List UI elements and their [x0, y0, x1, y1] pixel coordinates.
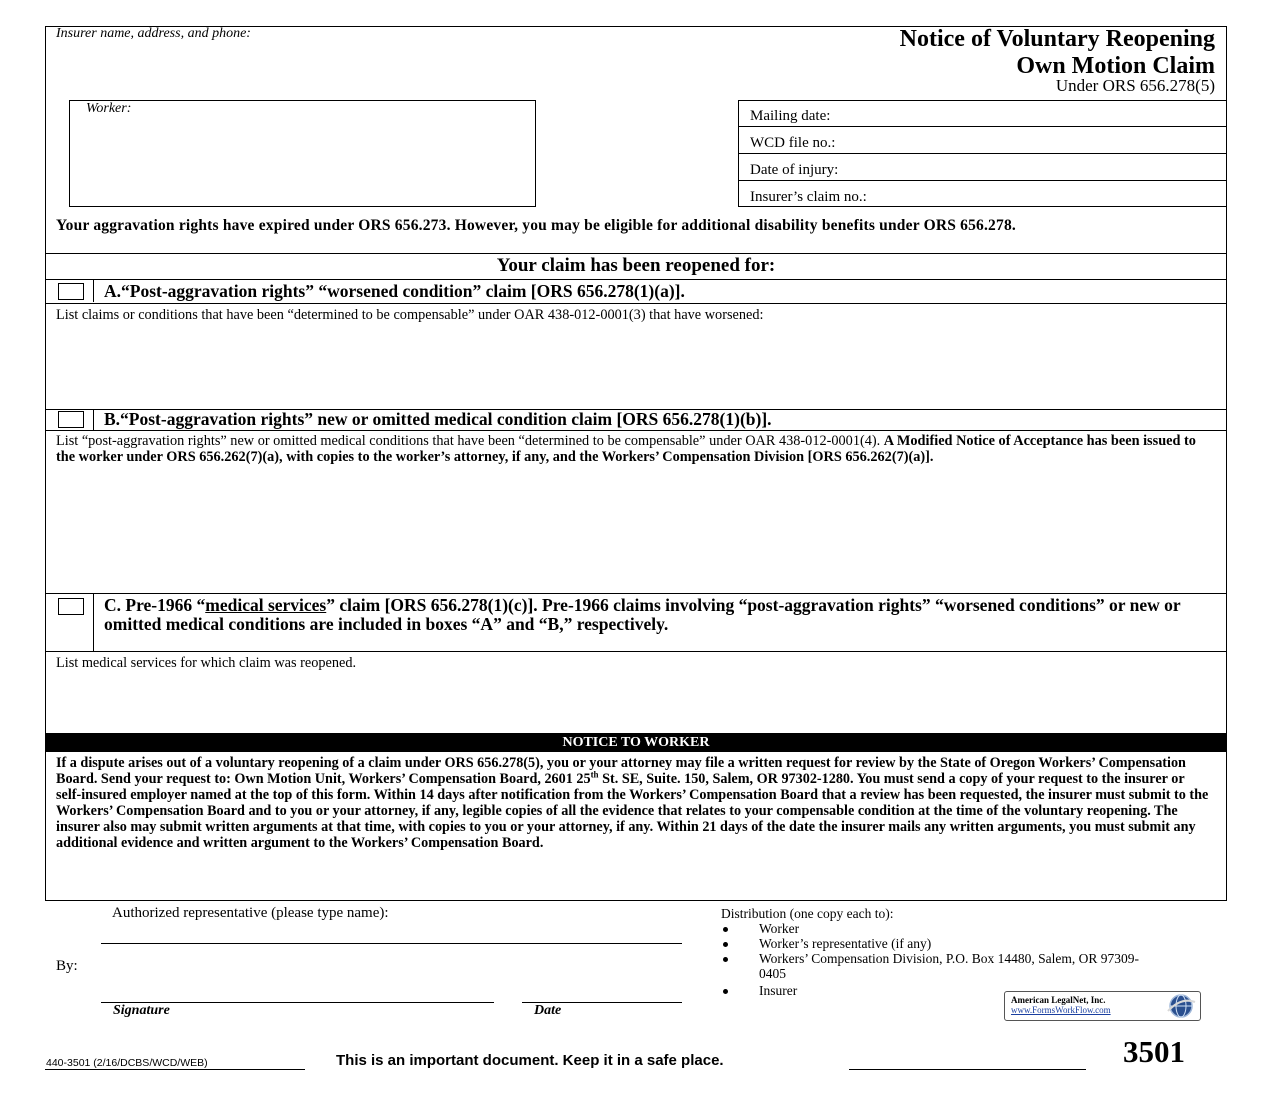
section-a-entry-area[interactable]	[46, 326, 1226, 408]
section-c-title	[104, 596, 1214, 634]
notice-bottom-line	[45, 900, 1227, 901]
notice-to-worker-text	[56, 755, 1212, 851]
section-c-top	[45, 593, 1227, 594]
distribution-item-insurer: Insurer	[759, 983, 798, 998]
info-divider-1	[738, 126, 1226, 127]
section-c-title-post: ” claim [ORS 656.278(1)(c)]. Pre-1966 claims involving “post-aggravation rights” “worsened conditions” or new or omitted medical conditions are included in boxes “A” and “B,” respectively.	[104, 595, 1181, 634]
section-a-title-bottom	[45, 303, 1227, 304]
form-code-underline	[45, 1069, 305, 1070]
important-document-note: This is an important document. Keep it in a safe place.	[336, 1052, 724, 1069]
section-b-entry-area[interactable]	[46, 484, 1226, 592]
authorized-rep-label: Authorized representative (please type name):	[112, 905, 389, 921]
form-title-line1: Notice of Voluntary Reopening	[899, 26, 1215, 52]
distribution-item-worker: Worker	[759, 921, 800, 936]
section-b-instructions-bold: A Modified Notice of Acceptance has been issued to the worker under ORS 656.262(7)(a), with copies to the worker’s attorney, if any, and the Workers’ Compensation Division [ORS 656.262(7)(a)].	[56, 433, 1196, 465]
mailing-date-field[interactable]: Mailing date:	[750, 108, 831, 124]
insurer-label: Insurer name, address, and phone:	[56, 26, 251, 41]
bullet-icon	[723, 989, 728, 994]
section-c-title-underlined: medical services	[205, 595, 327, 615]
section-a-instructions: List claims or conditions that have been “determined to be compensable” under OAR 438-012-0001(3) that have worsened:	[56, 307, 764, 323]
distribution-item-representative: Worker’s representative (if any)	[759, 936, 932, 951]
insurer-claim-no-field[interactable]: Insurer’s claim no.:	[750, 189, 867, 205]
bullet-icon	[723, 957, 728, 962]
distribution-heading: Distribution (one copy each to):	[721, 906, 894, 921]
divider-reopened-bottom	[45, 279, 1227, 280]
section-a-title: A.“Post-aggravation rights” “worsened condition” claim [ORS 656.278(1)(a)].	[104, 281, 685, 301]
section-b-instructions-plain: List “post-aggravation rights” new or omitted medical conditions that have been “determined to be compensable” under OAR 438-012-0001(4).	[56, 433, 881, 449]
worker-box[interactable]	[69, 100, 536, 207]
aggravation-rights-text: Your aggravation rights have expired under ORS 656.273. However, you may be eligible for additional disability benefits under ORS 656.278.	[56, 217, 1016, 234]
wcd-file-no-field[interactable]: WCD file no.:	[750, 135, 836, 151]
section-c-title-pre: C. Pre-1966 “	[104, 595, 206, 615]
section-b-checkbox-divider	[93, 409, 94, 430]
notice-text-part1: If a dispute arises out of a voluntary reopening of a claim under ORS 656.278(5), you or your attorney may file a written request for review by the State of Oregon Workers’ Compensation Board. Send your request to: Own Motion Unit, Workers’ Compensation Board, 2601 25	[56, 755, 1186, 787]
form-border-left	[45, 26, 46, 900]
signature-label: Signature	[113, 1003, 170, 1018]
form-subtitle: Under ORS 656.278(5)	[1055, 76, 1215, 95]
section-c-title-bottom	[45, 651, 1227, 652]
logo-url[interactable]: www.FormsWorkFlow.com	[1011, 1005, 1111, 1015]
logo-company: American LegalNet, Inc.	[1011, 995, 1106, 1005]
section-a-checkbox[interactable]	[58, 283, 84, 300]
section-a-checkbox-divider	[93, 279, 94, 302]
form-code: 440-3501 (2/16/DCBS/WCD/WEB)	[46, 1057, 208, 1069]
section-c-checkbox-divider	[93, 593, 94, 651]
footer-right-line	[849, 1069, 1086, 1070]
legalnet-logo[interactable]	[1004, 991, 1201, 1021]
notice-to-worker-heading: NOTICE TO WORKER	[45, 733, 1227, 752]
globe-icon	[1164, 993, 1198, 1019]
section-b-checkbox[interactable]	[58, 411, 84, 428]
notice-text-sup: th	[590, 769, 599, 780]
by-label: By:	[56, 958, 78, 974]
section-c-instructions: List medical services for which claim was reopened.	[56, 655, 357, 671]
reopened-heading: Your claim has been reopened for:	[496, 255, 776, 276]
section-c-entry-area[interactable]	[46, 674, 1226, 732]
form-number: 3501	[1123, 1034, 1185, 1069]
bullet-icon	[723, 927, 728, 932]
date-label: Date	[534, 1003, 562, 1018]
info-divider-3	[738, 180, 1226, 181]
worker-label: Worker:	[86, 101, 132, 116]
section-b-title-bottom	[45, 430, 1227, 431]
section-b-instructions	[56, 433, 1206, 465]
section-b-title: B.“Post-aggravation rights” new or omitted medical condition claim [ORS 656.278(1)(b)].	[104, 409, 772, 429]
bullet-icon	[723, 942, 728, 947]
info-divider-2	[738, 153, 1226, 154]
section-c-checkbox[interactable]	[58, 598, 84, 615]
distribution-item-wcd: Workers’ Compensation Division, P.O. Box 14480, Salem, OR 97309-0405	[759, 951, 1140, 981]
authorized-rep-line[interactable]	[101, 943, 682, 944]
form-title-line2: Own Motion Claim	[1016, 53, 1215, 79]
date-of-injury-field[interactable]: Date of injury:	[750, 162, 839, 178]
notice-text-part2: St. SE, Suite. 150, Salem, OR 97302-1280. You must send a copy of your request to the insurer or self-insured employer named at the top of this form. Within 14 days after notification from the Workers’ Compensation Board that a review has been requested, the insurer must submit to the Workers’ Compensation Board and to you or your attorney, if any, legible copies of all the evidence that relates to your compensable condition at the time of the voluntary reopening. The insurer also may submit written arguments at that time, with copies to you or your attorney, if any. Within 21 days of the date the insurer mails any written arguments, you must submit any additional evidence and written argument to the Workers’ Compensation Board.	[56, 771, 1209, 851]
